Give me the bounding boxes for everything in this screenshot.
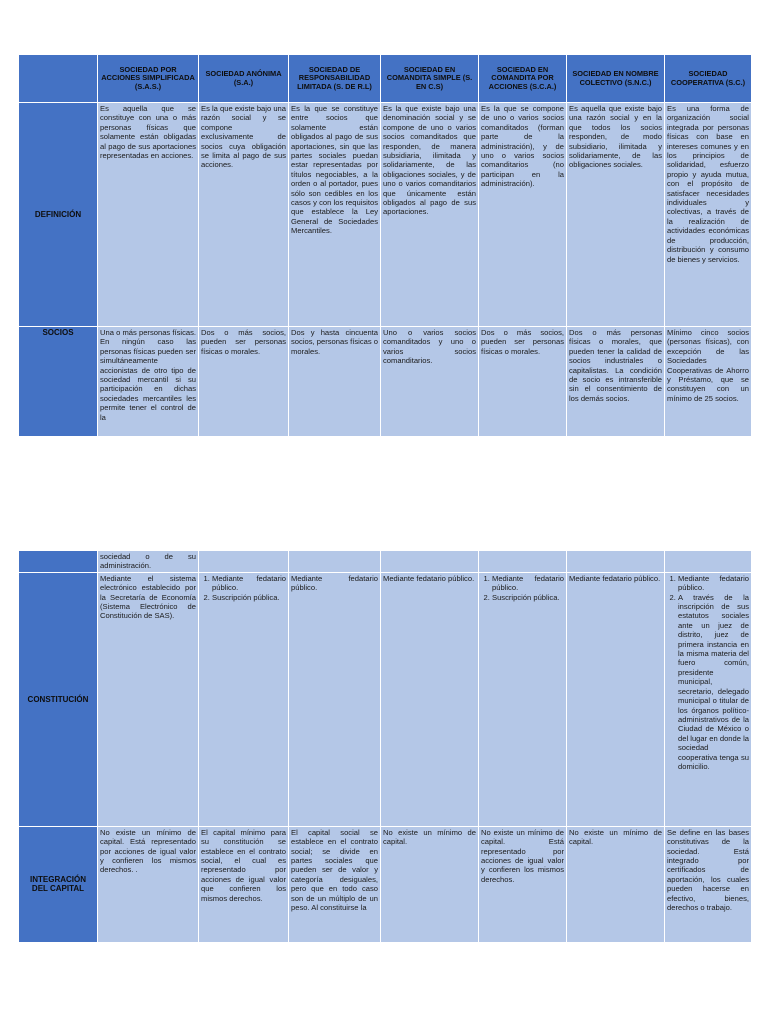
- cell-constitucion-sas: Mediante el sistema electrónico establecido por la Secretaría de Economía (Sistema Electrónico de Constitución de SAS).: [98, 572, 199, 826]
- cell-capital-sas: No existe un mínimo de capital. Está representado por acciones de igual valor y confieren los mismos derechos. .: [98, 826, 199, 942]
- row-label-socios: SOCIOS: [19, 327, 98, 437]
- cell-capital-snc: No existe un mínimo de capital.: [567, 826, 665, 942]
- cell-definicion-srl: Es la que se constituye entre socios que solamente están obligados al pago de sus aportaciones, sin que las partes sociales puedan estar representadas por títulos negociables, a la orden o al portador, pues sólo son cedibles en los casos y con los requisitos que establece la Ley General de Sociedades Mercantiles.: [289, 103, 381, 327]
- cell-socios-scs: Uno o varios socios comanditados y uno o varios socios comanditarios.: [381, 327, 479, 437]
- cell-socios-sa: Dos o más socios, pueden ser personas físicas o morales.: [199, 327, 289, 437]
- cell-socios-sas-continued: sociedad o de su administración.: [98, 551, 199, 573]
- cell-capital-sc: Se define en las bases constitutivas de la sociedad. Está integrado por certificados de aportación, los cuales pueden hacerse en efectivo, bienes, derechos o trabajo.: [665, 826, 752, 942]
- cell-empty: [289, 551, 381, 573]
- cell-constitucion-snc: Mediante fedatario público.: [567, 572, 665, 826]
- cell-capital-sa: El capital mínimo para su constitución se establece en el contrato social, el cual es representado por acciones de igual valor que confieren los mismos derechos.: [199, 826, 289, 942]
- cell-empty: [665, 551, 752, 573]
- steps-list: [481, 574, 564, 602]
- cell-empty: [567, 551, 665, 573]
- cell-definicion-sa: Es la que existe bajo una razón social y se compone exclusivamente de socios cuya obligación se limita al pago de sus acciones.: [199, 103, 289, 327]
- cell-capital-scs: No existe un mínimo de capital.: [381, 826, 479, 942]
- cell-definicion-snc: Es aquella que existe bajo una razón social y en la que todos los socios responden, de modo subsidiario, ilimitada y solidariamente, de las obligaciones sociales.: [567, 103, 665, 327]
- cell-definicion-scs: Es la que existe bajo una denominación social y se compone de uno o varios socios comanditados que responden, de manera subsidiaria, ilimitada y solidariamente, de las obligaciones sociales, y de uno o varios comanditarios que únicamente están obligados al pago de sus aportaciones.: [381, 103, 479, 327]
- cell-socios-srl: Dos y hasta cincuenta socios, personas físicas o morales.: [289, 327, 381, 437]
- cell-socios-sc: Mínimo cinco socios (personas físicas), con excepción de las Sociedades Cooperativas de Ahorro y Préstamo, que se constituyen con un mínimo de 25 socios.: [665, 327, 752, 437]
- step-item: 2. A través de la inscripción de sus estatutos sociales ante un juez de distrito, juez de primera instancia en la misma materia del fuero común, presidente municipal, secretario, delegado municipal o titular de los órganos político-administrativos de la Ciudad de México o del lugar en donde la sociedad cooperativa tenga su domicilio.: [678, 593, 749, 772]
- cell-empty: [381, 551, 479, 573]
- cell-definicion-sc: Es una forma de organización social integrada por personas físicas con base en intereses comunes y en los principios de solidaridad, esfuerzo propio y ayuda mutua, con el propósito de satisfacer necesidades individuales y colectivas, a través de la realización de actividades económicas de producción, distribución y consumo de bienes y servicios.: [665, 103, 752, 327]
- row-label-socios-continued: [19, 551, 98, 573]
- step-item: 1. Mediante fedatario público.: [212, 574, 286, 593]
- comparison-table-top: [18, 54, 752, 437]
- header-snc: SOCIEDAD EN NOMBRE COLECTIVO (S.N.C.): [567, 55, 665, 103]
- row-capital: [19, 826, 752, 942]
- row-constitucion: [19, 572, 752, 826]
- step-item: 1. Mediante fedatario público.: [678, 574, 749, 593]
- cell-definicion-sas: Es aquella que se constituye con una o más personas físicas que solamente están obligadas al pago de sus aportaciones representadas en acciones.: [98, 103, 199, 327]
- cell-empty: [199, 551, 289, 573]
- steps-list: [201, 574, 286, 602]
- cell-capital-srl: El capital social se establece en el contrato social; se divide en partes sociales que pueden ser de valor y categoría desiguales, pero que en todo caso son de un múltiplo de un peso. Al constituirse la: [289, 826, 381, 942]
- cell-definicion-sca: Es la que se compone de uno o varios socios comanditados (forman parte de la administración), y de uno o varios socios comanditarios (no participan en la administración).: [479, 103, 567, 327]
- row-label-definicion: DEFINICIÓN: [19, 103, 98, 327]
- step-item: 2. Suscripción pública.: [492, 593, 564, 602]
- cell-constitucion-sa: [199, 572, 289, 826]
- header-sc: SOCIEDAD COOPERATIVA (S.C.): [665, 55, 752, 103]
- row-socios: [19, 327, 752, 437]
- header-srl: SOCIEDAD DE RESPONSABILIDAD LIMITADA (S. DE R.L): [289, 55, 381, 103]
- cell-constitucion-sc: [665, 572, 752, 826]
- header-sas: SOCIEDAD POR ACCIONES SIMPLIFICADA (S.A.S.): [98, 55, 199, 103]
- row-definicion: [19, 103, 752, 327]
- header-sca: SOCIEDAD EN COMANDITA POR ACCIONES (S.C.A.): [479, 55, 567, 103]
- header-sa: SOCIEDAD ANÓNIMA (S.A.): [199, 55, 289, 103]
- cell-constitucion-sca: [479, 572, 567, 826]
- step-item: 2. Suscripción pública.: [212, 593, 286, 602]
- cell-socios-sca: Dos o más socios, pueden ser personas físicas o morales.: [479, 327, 567, 437]
- header-scs: SOCIEDAD EN COMANDITA SIMPLE (S. EN C.S): [381, 55, 479, 103]
- cell-capital-sca: No existe un mínimo de capital. Está representado por acciones de igual valor y confieren los mismos derechos.: [479, 826, 567, 942]
- row-label-capital: INTEGRACIÓN DEL CAPITAL: [19, 826, 98, 942]
- cell-empty: [479, 551, 567, 573]
- row-label-constitucion: CONSTITUCIÓN: [19, 572, 98, 826]
- header-row: [19, 55, 752, 103]
- row-socios-continued: [19, 551, 752, 573]
- steps-list: [667, 574, 749, 772]
- comparison-table-bottom: [18, 550, 752, 943]
- cell-socios-snc: Dos o más personas físicas o morales, que pueden tener la calidad de socios industriales o capitalistas. La condición de socio es intransferible sin el consentimiento de los demás socios.: [567, 327, 665, 437]
- cell-socios-sas: Una o más personas físicas. En ningún caso las personas físicas pueden ser simultáneamente accionistas de otro tipo de sociedad mercantil si su participación en dichas sociedades mercantiles les permite tener el control de la: [98, 327, 199, 437]
- step-item: 1. Mediante fedatario público.: [492, 574, 564, 593]
- corner-cell: [19, 55, 98, 103]
- cell-constitucion-scs: Mediante fedatario público.: [381, 572, 479, 826]
- cell-constitucion-srl: Mediante fedatario público.: [289, 572, 381, 826]
